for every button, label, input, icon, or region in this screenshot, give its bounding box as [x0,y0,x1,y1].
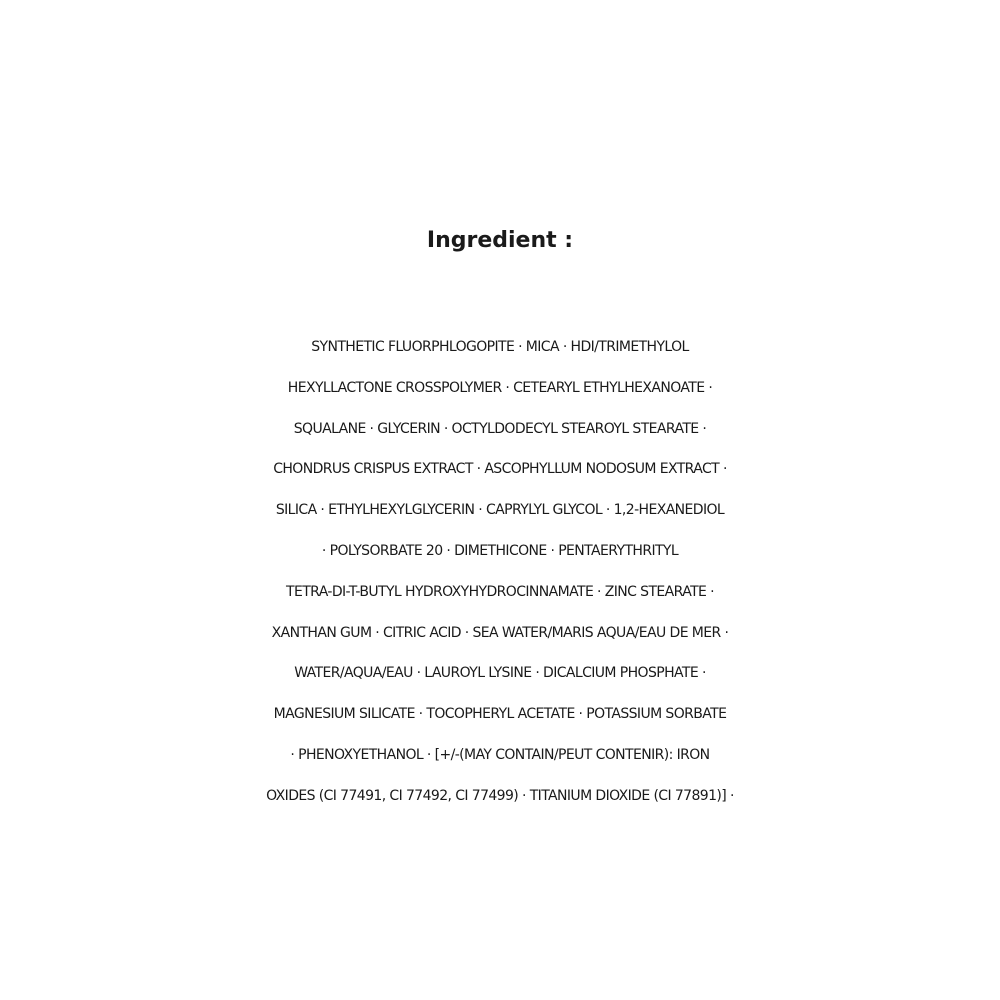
ingredient-line: CHONDRUS CRISPUS EXTRACT · ASCOPHYLLUM NODOSUM EXTRACT · [273,461,727,478]
ingredient-heading: Ingredient : [426,228,574,253]
ingredient-line: MAGNESIUM SILICATE · TOCOPHERYL ACETATE · POTASSIUM SORBATE [273,706,727,723]
ingredient-line: SILICA · ETHYLHEXYLGLYCERIN · CAPRYLYL GLYCOL · 1,2-HEXANEDIOL [275,502,725,519]
ingredient-line: SQUALANE · GLYCERIN · OCTYLDODECYL STEAROYL STEARATE · [293,420,707,437]
ingredient-list [0,327,1000,817]
ingredient-line: HEXYLLACTONE CROSSPOLYMER · CETEARYL ETHYLHEXANOATE · [287,379,713,396]
ingredient-line: WATER/AQUA/EAU · LAUROYL LYSINE · DICALCIUM PHOSPHATE · [294,665,706,682]
ingredient-line: · POLYSORBATE 20 · DIMETHICONE · PENTAERYTHRITYL [321,542,679,559]
ingredient-line: · PHENOXYETHANOL · [+/-(MAY CONTAIN/PEUT CONTENIR): IRON [290,746,710,763]
ingredient-line: TETRA-DI-T-BUTYL HYDROXYHYDROCINNAMATE · ZINC STEARATE · [286,583,714,600]
ingredient-line: SYNTHETIC FLUORPHLOGOPITE · MICA · HDI/TRIMETHYLOL [311,339,689,355]
ingredient-line: OXIDES (CI 77491, CI 77492, CI 77499) · TITANIUM DIOXIDE (CI 77891)] · [266,787,734,804]
ingredient-line: XANTHAN GUM · CITRIC ACID · SEA WATER/MARIS AQUA/EAU DE MER · [271,624,729,641]
